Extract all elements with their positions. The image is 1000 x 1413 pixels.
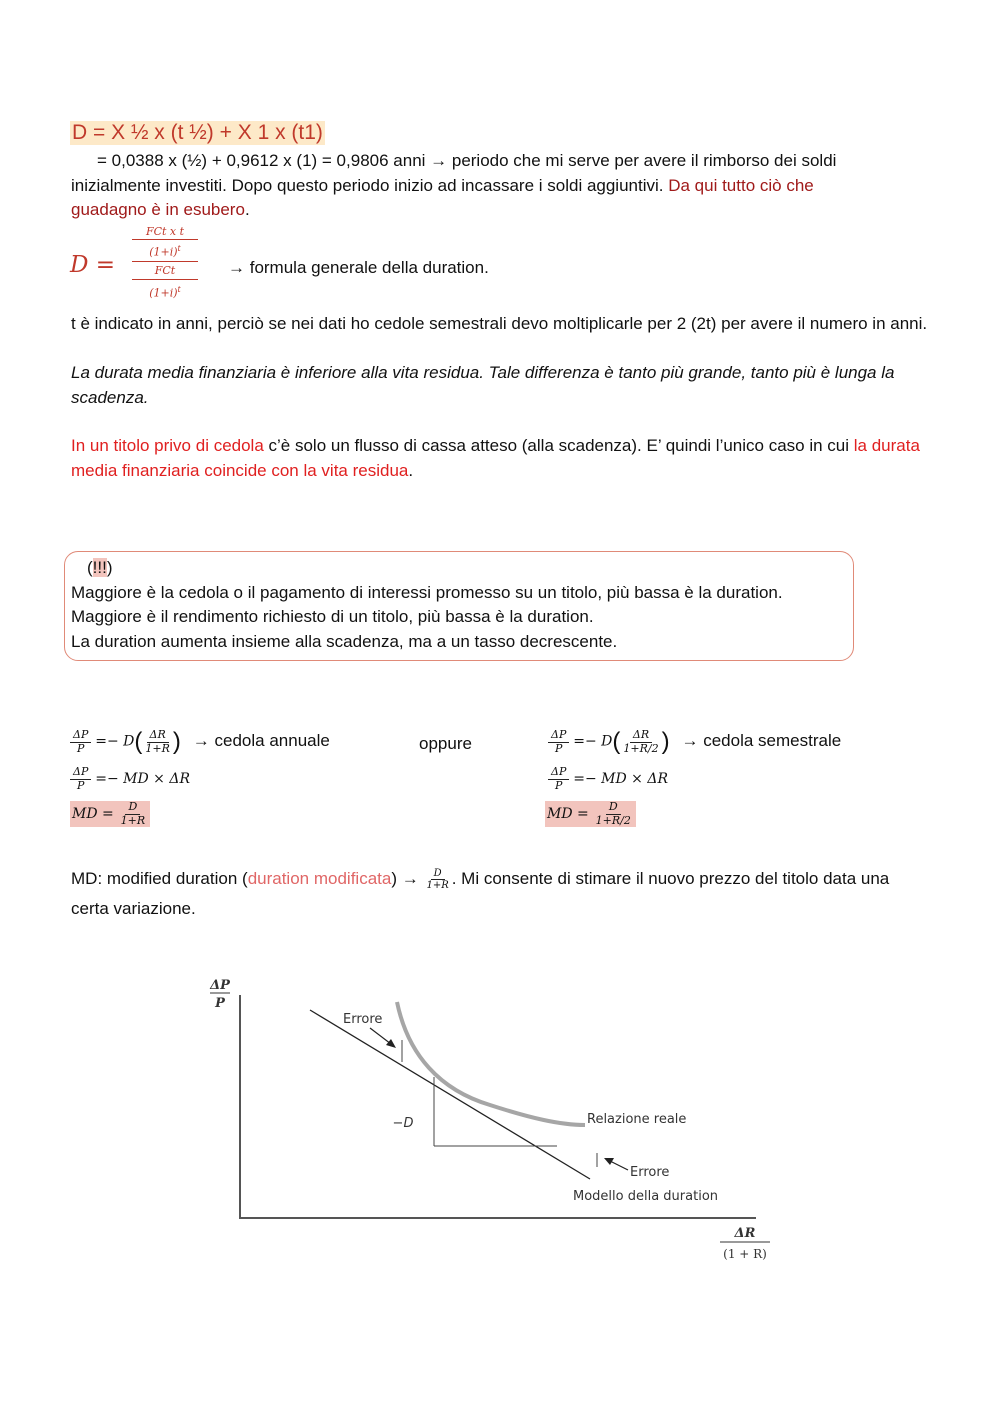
real-relationship-label: Relazione reale	[587, 1112, 687, 1127]
note-content	[71, 556, 931, 654]
note-line: Maggiore è la cedola o il pagamento di interessi promesso su un titolo, più bassa è la duration.	[71, 582, 783, 602]
highlight-text: In un titolo privo di cedola	[71, 436, 264, 455]
operator: =−	[95, 733, 124, 750]
text: )	[106, 558, 113, 577]
t-paragraph: t è indicato in anni, perciò se nei dati ho cedole semestrali devo moltiplicarle per 2 (2t) per avere il numero in anni.	[71, 314, 928, 333]
text: .	[408, 460, 414, 480]
duration-chart	[190, 965, 790, 1275]
formula-caption: → formula generale della duration.	[228, 258, 489, 277]
operator: =−	[95, 770, 124, 787]
y-label-num: ΔP	[210, 978, 230, 993]
text: . Mi consente di stimare il nuovo prezzo del titolo data una certa variazione.	[71, 869, 890, 918]
operator: =−	[573, 770, 602, 787]
frac-den: P	[76, 778, 85, 792]
frac-den: 1+R	[426, 880, 449, 892]
highlight-text: la durata media finanziaria coincide con la vita residua	[71, 436, 920, 480]
arrow-top-head	[386, 1039, 396, 1048]
annual-price-formula: $\frac{\Delta P}{P}$ =− D( $\frac{\Delta R}{1+R}$ ) → cedola annuale	[70, 728, 330, 756]
attention-mark: !!!	[92, 558, 107, 577]
symbol: MD =	[72, 805, 114, 822]
symbol: MD =	[547, 805, 589, 822]
fraction-lower-den: (1+i)	[149, 286, 178, 300]
italic-paragraph: La durata media finanziaria è inferiore alla vita residua. Tale differenza è tanto più grande, tanto più è lunga la scadenza.	[71, 363, 895, 407]
formula-lhs: D =	[70, 252, 116, 278]
frac-den: P	[554, 778, 563, 792]
arrow-bottom-head	[604, 1158, 614, 1165]
error-label-bottom: Errore	[630, 1165, 670, 1180]
annual-md-definition	[70, 801, 150, 827]
fraction-lower-top: FCt	[132, 262, 198, 280]
annual-caption: → cedola annuale	[192, 730, 330, 750]
duration-model-line	[310, 1010, 590, 1179]
frac-den: P	[554, 741, 563, 755]
minus-d-label: −D	[392, 1116, 414, 1131]
formula-fraction	[132, 224, 198, 302]
text: ) →	[391, 869, 419, 888]
exponent: t	[177, 284, 181, 294]
x-label-num: ΔR	[734, 1226, 756, 1241]
calc-paragraph	[71, 149, 931, 223]
symbol: MD × ΔR	[601, 770, 669, 787]
note-line: Maggiore è il rendimento richiesto di un titolo, più bassa è la duration.	[71, 607, 594, 626]
duration-model-label: Modello della duration	[573, 1189, 719, 1204]
md-paragraph	[71, 864, 931, 924]
annual-md-formula	[70, 766, 190, 792]
error-label-top: Errore	[343, 1012, 383, 1027]
text: (	[87, 558, 93, 577]
arrow-bottom	[610, 1161, 628, 1170]
frac-den: 1+R	[145, 741, 170, 755]
highlight-text: guadagno è in esubero	[71, 200, 245, 219]
semiannual-price-formula: $\frac{\Delta P}{P}$ =− D( $\frac{\Delta R}{1+R/2}$ ) → cedola semestrale	[548, 728, 841, 756]
operator: =−	[573, 733, 602, 750]
x-label-den: (1 + R)	[723, 1247, 767, 1261]
frac-num: ΔP	[70, 729, 91, 743]
semiannual-caption: → cedola semestrale	[681, 730, 842, 750]
text: inizialmente investiti. Dopo questo periodo inizio ad incassare i soldi aggiuntivi.	[71, 175, 669, 195]
text: .	[244, 200, 250, 219]
text: c’è solo un flusso di cassa atteso (alla scadenza). E’ quindi l’unico caso in cui	[263, 436, 854, 455]
frac-den: 1+R/2	[595, 813, 631, 827]
frac-den: P	[76, 741, 85, 755]
frac-den: 1+R	[120, 813, 146, 827]
zero-coupon-paragraph	[71, 434, 931, 483]
symbol: D	[601, 733, 613, 750]
highlight-text: Da qui tutto ciò che	[668, 175, 814, 195]
fraction-den: (1+i)	[149, 245, 178, 259]
frac-num: D	[431, 868, 445, 881]
y-label-den: P	[215, 996, 225, 1011]
highlight-text: duration modificata	[247, 869, 392, 888]
note-line: La duration aumenta insieme alla scadenza, ma a un tasso decrescente.	[71, 631, 618, 651]
duration-example-formula: D = X ½ x (t ½) + X 1 x (t1)	[72, 121, 323, 144]
frac-num: D	[606, 801, 621, 815]
frac-num: ΔP	[548, 766, 569, 780]
frac-num: ΔP	[70, 766, 91, 780]
frac-num: ΔP	[548, 729, 569, 743]
calc-line: = 0,0388 x (½) + 0,9612 x (1) = 0,9806 anni → periodo che mi serve per avere il rimborso dei soldi	[97, 151, 837, 170]
semiannual-md-formula	[548, 766, 668, 792]
oppure-label: oppure	[419, 734, 472, 753]
real-relationship-curve	[397, 1002, 585, 1125]
symbol: D	[123, 733, 135, 750]
symbol: MD × ΔR	[123, 770, 191, 787]
frac-den: 1+R/2	[623, 741, 659, 755]
frac-num: D	[125, 801, 140, 815]
frac-num: ΔR	[147, 729, 169, 743]
arrow-top	[370, 1028, 391, 1044]
text: MD: modified duration (	[71, 869, 248, 888]
fraction-top: FCt x t	[132, 224, 198, 240]
frac-num: ΔR	[630, 729, 652, 743]
semiannual-md-definition	[545, 801, 636, 827]
exponent: t	[177, 244, 181, 253]
